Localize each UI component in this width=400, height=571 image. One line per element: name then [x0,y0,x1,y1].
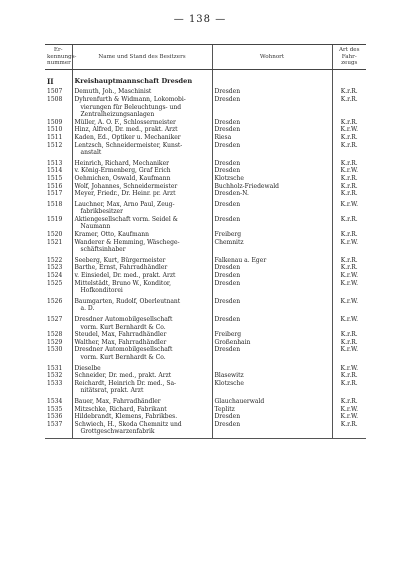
row-residence: Teplitz [212,406,332,414]
table-row [45,142,366,157]
table-row [45,339,366,347]
row-number: 1528 [47,331,63,339]
row-owner-name: Reichardt, Heinrich Dr. med., Sa- nitätsrat, prakt. Arzt [72,380,212,395]
table-row [45,134,366,142]
row-residence: Falkenau a. Eger [212,257,332,265]
table-row [45,272,366,280]
row-vehicle-type: K.r.W. [332,406,366,414]
row-number: 1513 [47,159,63,167]
row-vehicle-type: K.r.R. [332,331,366,339]
table-row [45,231,366,239]
row-residence: Blasewitz [212,372,332,380]
row-number: 1517 [47,190,63,198]
row-residence: Riesa [212,134,332,142]
row-owner-name: Schwiech, H., Skoda Chemnitz und Grottgeschwarzenfabrik [72,421,212,436]
row-owner-name: Hildebrandt, Klemens, Fabrikbes. [72,413,212,421]
row-owner-name: Bauer, Max, Fahrradhändler [72,398,212,406]
row-residence: Dresden [212,264,332,272]
row-residence: Dresden [212,119,332,127]
row-residence: Klotzsche [212,175,332,183]
row-owner-name: Meyer, Friedr., Dr. Heinr. pr. Arzt [72,190,212,198]
row-residence: Klotzsche [212,380,332,395]
row-owner-name: Barthe, Ernst, Fahrradhändler [72,264,212,272]
row-vehicle-type: K.r.R. [332,119,366,127]
row-owner-name: Mitzschke, Richard, Fabrikant [72,406,212,414]
row-vehicle-type: K.r.R. [332,380,366,395]
table-row [45,380,366,395]
table-row [45,264,366,272]
row-vehicle-type: K.r.W. [332,413,366,421]
row-owner-name: Steudel, Max, Fahrradhändler [72,331,212,339]
row-owner-name: Oehmichen, Oswald, Kaufmann [72,175,212,183]
row-residence: Großenhain [212,339,332,347]
row-owner-name: v. König-Ermenberg, Graf Erich [72,167,212,175]
table-row [45,190,366,198]
row-residence: Dresden [212,160,332,168]
row-vehicle-type: K.r.W. [332,167,366,175]
header-nr: Er-kennungs-nummer [45,45,72,70]
row-vehicle-type: K.r.R. [332,175,366,183]
table-body [45,69,366,438]
table-row [45,167,366,175]
row-vehicle-type: K.r.R. [332,183,366,191]
row-residence: Dresden [212,346,332,361]
row-owner-name: Lentzsch, Schneidermeister, Kunst- anstalt [72,142,212,157]
row-vehicle-type: K.r.W. [332,272,366,280]
row-owner-name: Dresdner Automobilgesellschaft vorm. Kurt Bernhardt & Co. [72,346,212,361]
row-vehicle-type: K.r.R. [332,372,366,380]
table-row [45,365,366,373]
row-owner-name: Seeberg, Kurt, Bürgermeister [72,257,212,265]
section-number: II [47,76,54,86]
row-number: 1526 [47,297,63,305]
row-vehicle-type: K.r.R. [332,421,366,436]
table-row [45,160,366,168]
row-number: 1514 [47,167,63,175]
row-number: 1508 [47,95,63,103]
row-number: 1510 [47,126,63,134]
table-row [45,316,366,331]
row-number: 1524 [47,272,63,280]
row-residence: Dresden [212,272,332,280]
row-vehicle-type: K.r.W. [332,365,366,373]
row-owner-name: Aktiengesellschaft vorm. Seidel & Naumann [72,216,212,231]
vehicle-register-table [45,44,366,439]
row-owner-name: Dyhrenfurth & Widmann, Lokomobi- vierungen für Beleuchtungs- und Zentralheizungsanlagen [72,96,212,119]
row-owner-name: v. Einsiedel, Dr. med., prakt. Arzt [72,272,212,280]
row-residence: Dresden [212,280,332,295]
row-residence: Dresden [212,316,332,331]
row-number: 1512 [47,141,63,149]
section-row [45,76,366,89]
row-vehicle-type: K.r.R. [332,398,366,406]
row-number: 1518 [47,200,63,208]
row-number: 1525 [47,279,63,287]
row-number: 1516 [47,182,63,190]
row-vehicle-type: K.r.R. [332,96,366,119]
header-fz: Art des Fahr-zeugs [332,45,366,70]
row-number: 1523 [47,264,63,272]
row-residence [212,365,332,373]
row-vehicle-type: K.r.R. [332,231,366,239]
table-row [45,88,366,96]
row-number: 1535 [47,405,63,413]
row-number: 1534 [47,397,63,405]
row-vehicle-type: K.r.R. [332,190,366,198]
row-number: 1533 [47,379,63,387]
row-owner-name: Dieselbe [72,365,212,373]
table-row [45,175,366,183]
row-number: 1519 [47,215,63,223]
page-number: — 138 — [173,14,227,25]
section-title: Kreishauptmannschaft Dresden [72,76,212,89]
table-row [45,421,366,436]
row-residence: Dresden [212,413,332,421]
row-owner-name: Walther, Max, Fahrradhändler [72,339,212,347]
row-owner-name: Müller, A. O. F., Schlossermeister [72,119,212,127]
row-vehicle-type: K.r.R. [332,142,366,157]
row-number: 1537 [47,420,63,428]
row-residence: Chemnitz [212,239,332,254]
table-row [45,126,366,134]
row-number: 1520 [47,231,63,239]
table-row [45,413,366,421]
row-residence: Dresden [212,421,332,436]
row-owner-name: Heinrich, Richard, Mechaniker [72,160,212,168]
row-residence: Dresden [212,216,332,231]
row-vehicle-type: K.r.R. [332,264,366,272]
row-residence: Dresden [212,126,332,134]
row-owner-name: Schneider, Dr. med., prakt. Arzt [72,372,212,380]
table-row [45,406,366,414]
table-row [45,119,366,127]
table-row [45,331,366,339]
row-residence: Glauchauerwald [212,398,332,406]
row-number: 1509 [47,118,63,126]
row-residence: Dresden [212,88,332,96]
row-vehicle-type: K.r.W. [332,239,366,254]
row-number: 1507 [47,88,63,96]
table-row [45,280,366,295]
row-vehicle-type: K.r.R. [332,160,366,168]
row-owner-name: Lauchner, Max, Arno Paul, Zeug- fabrikbesitzer [72,201,212,216]
table-row [45,183,366,191]
row-number: 1530 [47,346,63,354]
row-vehicle-type: K.r.R. [332,257,366,265]
row-vehicle-type: K.r.W. [332,280,366,295]
row-residence: Dresden [212,167,332,175]
row-vehicle-type: K.r.R. [332,134,366,142]
table-row [45,398,366,406]
table-row [45,96,366,119]
row-vehicle-type: K.r.W. [332,316,366,331]
row-owner-name: Kramer, Otto, Kaufmann [72,231,212,239]
row-number: 1511 [47,133,63,141]
row-vehicle-type: K.r.R. [332,88,366,96]
row-residence: Dresden [212,142,332,157]
row-vehicle-type: K.r.R. [332,339,366,347]
table-row [45,201,366,216]
row-vehicle-type: K.r.W. [332,298,366,313]
table-row [45,346,366,361]
row-owner-name: Hinz, Alfred, Dr. med., prakt. Arzt [72,126,212,134]
table-row [45,216,366,231]
row-owner-name: Kaden, Ed., Optiker u. Mechaniker [72,134,212,142]
row-owner-name: Dresdner Automobilgesellschaft vorm. Kurt Bernhardt & Co. [72,316,212,331]
row-owner-name: Wanderer & Hemming, Wäschege- schäftsinhaber [72,239,212,254]
table-row [45,372,366,380]
header-name: Name und Stand des Besitzers [72,45,212,70]
table-header-row [45,45,366,70]
row-number: 1531 [47,364,63,372]
row-vehicle-type: K.r.W. [332,346,366,361]
row-owner-name: Demuth, Joh., Maschinist [72,88,212,96]
row-residence: Freiberg [212,331,332,339]
row-residence: Dresden [212,201,332,216]
row-number: 1532 [47,372,63,380]
table-row [45,257,366,265]
row-vehicle-type: K.r.W. [332,201,366,216]
row-number: 1522 [47,256,63,264]
row-vehicle-type: K.r.W. [332,126,366,134]
header-ort: Wohnort [212,45,332,70]
row-number: 1527 [47,316,63,323]
row-number: 1536 [47,413,63,421]
table-row [45,239,366,254]
row-residence: Dresden-N. [212,190,332,198]
row-residence: Buchholz-Friedewald [212,183,332,191]
row-owner-name: Mittelstädt, Bruno W., Konditor, Hofkonditorei [72,280,212,295]
row-vehicle-type: K.r.R. [332,216,366,231]
row-residence: Dresden [212,96,332,119]
row-owner-name: Baumgarten, Rudolf, Oberleutnant a. D. [72,298,212,313]
row-owner-name: Wolf, Johannes, Schneidermeister [72,183,212,191]
row-residence: Dresden [212,298,332,313]
row-number: 1529 [47,338,63,346]
table-row [45,298,366,313]
row-number: 1521 [47,238,63,246]
row-residence: Freiberg [212,231,332,239]
row-number: 1515 [47,174,63,182]
